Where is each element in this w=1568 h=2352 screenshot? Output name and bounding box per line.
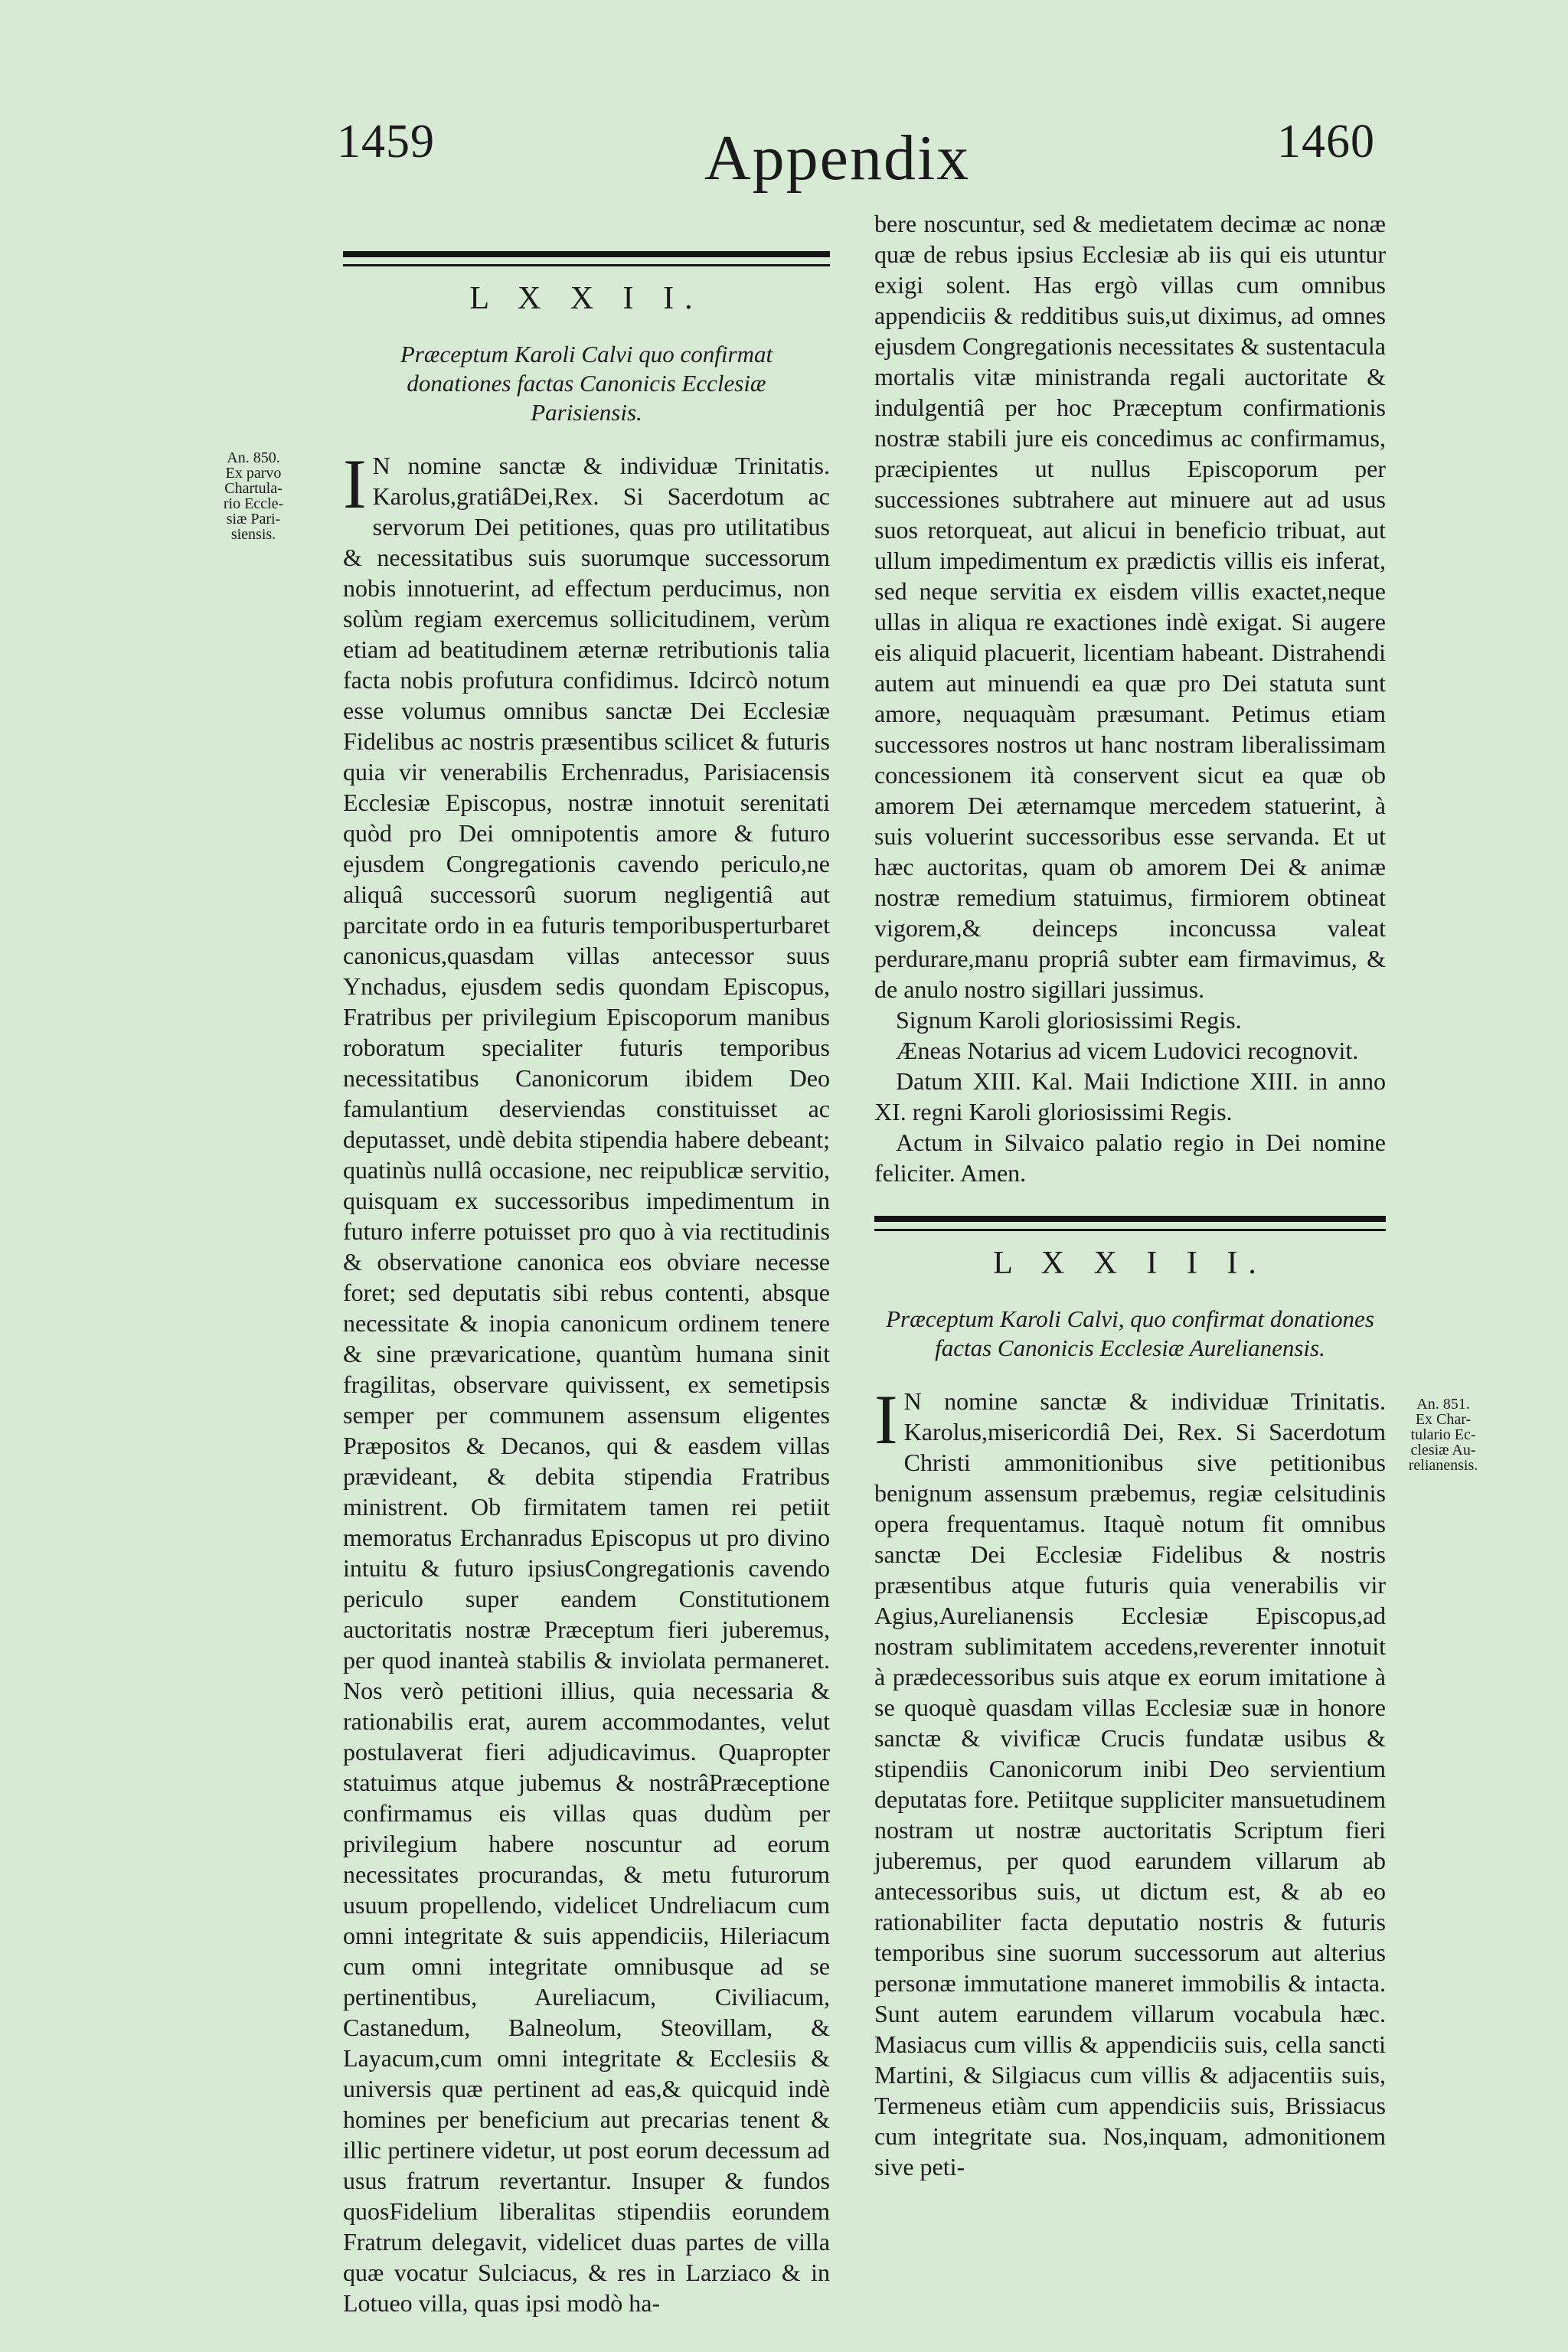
section-number: L X X I I I. [993, 1246, 1267, 1281]
section-number: L X X I I. [469, 281, 704, 316]
page-title: Appendix [704, 122, 971, 194]
datum-line: Datum XIII. Kal. Maii Indictione XIII. in anno XI. regni Karoli gloriosissimi Regis. [874, 1067, 1386, 1125]
signum-line: Signum Karoli gloriosissimi Regis. [896, 1006, 1242, 1034]
left-column [343, 245, 830, 2318]
section-rule [343, 251, 830, 266]
section-body [874, 1380, 1386, 2182]
section-rule [874, 1216, 1386, 1231]
margin-note-right: An. 851. Ex Char- tulario Ec- clesiæ Au- relianensis. [1408, 1396, 1478, 1474]
actum-line: Actum in Silvaico palatio regio in Dei nomine feliciter. Amen. [874, 1129, 1386, 1187]
page-number-left: 1459 [337, 116, 435, 168]
drop-initial: I [343, 445, 367, 523]
margin-note-left: An. 850. Ex parvo Chartula- rio Eccle- siæ Pari- siensis. [223, 449, 284, 543]
section-title: Præceptum Karoli Calvi, quo confirmat donationes factas Canonicis Ecclesiæ Aurelianensis. [886, 1305, 1374, 1361]
continuation-text: bere noscuntur, sed & medietatem decimæ ac nonæ quæ de rebus ipsius Ecclesiæ ab iis qui eis utuntur exigi solent. Has ergò villas cum omnibus appendiciis & redditibus suis,ut diximus, ad omnes ejusdem Congregationis necessitates & sustentacula mortalis vitæ ministranda regali auctoritate & indulgentiâ per hoc Præceptum confirmationis nostræ stabili jure eis concedimus ac confirmamus, præcipientes ut nullus Episcoporum per successiones subtrahere aut minuere aut ad usus suos retorqueat, aut alicui in beneficio tribuat, aut ullum impedimentum ex prædictis villis eis inferat, sed neque servitia ex eisdem villis exactet,neque ullas in aliqua re exactiones indè exigat. Si augere eis aliquid placuerit, licentiam habeant. Distrahendi autem aut minuendi ea quæ pro Dei statuta sunt amore, nequaquàm præsumant. Petimus etiam successores nostros ut hanc nostram liberalissimam concessionem ità conservent sicut ea quæ ob amorem Dei æternamque mercedem statuerint, à suis voluerint successoribus esse servanda. Et ut hæc auctoritas, quam ob amorem Dei & animæ nostræ remedium statuimus, firmiorem obtineat vigorem,& deinceps inconcussa valeat perdurare,manu propriâ subter eam firmavimus, & de anulo nostro sigillari jussimus. [874, 210, 1386, 1003]
drop-initial: I [874, 1380, 898, 1459]
section-title: Præceptum Karoli Calvi quo confirmat donationes factas Canonicis Ecclesiæ Parisiensis. [400, 341, 773, 426]
page-number-right: 1460 [1277, 116, 1375, 168]
right-column [874, 208, 1386, 2182]
notary-line: Æneas Notarius ad vicem Ludovici recognovit. [896, 1037, 1359, 1064]
body-text: N nomine sanctæ & individuæ Trinitatis. Karolus,gratiâDei,Rex. Si Sacerdotum ac servorum Dei petitiones, quas pro utilitatibus & necessitatibus suis suorumque successorum nobis innotuerint, ad effectum perducimus, non solùm regiam exercemus sollicitudinem, verùm etiam ad beatitudinem æternæ retributionis talia facta nobis profutura confidimus. Idcircò notum esse volumus omnibus sanctæ Dei Ecclesiæ Fidelibus ac nostris præsentibus scilicet & futuris quia vir venerabilis Erchenradus, Parisiacensis Ecclesiæ Episcopus, nostræ innotuit serenitati quòd pro Dei omnipotentis amore & futuro ejusdem Congregationis cavendo periculo,ne aliquâ successorû suorum negligentiâ aut parcitate ordo in ea futuris temporibusperturbaret canonicus,quasdam villas antecessor suus Ynchadus, ejusdem sedis quondam Episcopus, Fratribus per privilegium Episcoporum manibus roboratum specialiter futuris temporibus necessitatibus Canonicorum ibidem Deo famulantium deserviendas constituisset ac deputasset, undè debita stipendia habere debeant; quatinùs nullâ occasione, nec reipublicæ servitio, quisquam ex successoribus impedimentum in futuro inferre potuisset pro quo à via rectitudinis & observatione canonica eos obviare necesse foret; sed deputatis sibi rebus contenti, absque necessitate & inopia canonicum ordinem tenere & sine prævaricatione, quantùm humana sinit fragilitas, observare quivissent, ex semetipsis semper per communem assensum eligentes Præpositos & Decanos, qui & easdem villas prævideant, & debita stipendia Fratribus ministrent. Ob firmitatem tamen rei petiit memoratus Erchanradus Episcopus ut pro divino intuitu & futuro ipsiusCongregationis cavendo periculo super eandem Constitutionem auctoritatis nostræ Præceptum fieri juberemus, per quod inanteà stabilis & inviolata permaneret. Nos verò petitioni illius, quia necessaria & rationabilis erat, aurem accommodantes, velut postulaverat fieri adjudicavimus. Quapropter statuimus atque jubemus & nostrâPræceptione confirmamus eis villas quas dudùm per privilegium habere noscuntur ad eorum necessitates procurandas, & metu futurorum usuum propellendo, videlicet Undreliacum cum omni integritate & suis appendiciis, Hileriacum cum omni integritate omnibusque ad se pertinentibus, Aureliacum, Civiliacum, Castanedum, Balneolum, Steovillam, & Layacum,cum omni integritate & Ecclesiis & universis quæ pertinent ad eas,& quicquid indè homines per beneficium aut precarias tenent & illic pertinere videtur, ut post eorum decessum ad usus fratrum revertantur. Insuper & fundos quosFidelium liberalitas stipendiis eorundem Fratrum delegavit, videlicet duas partes de villa quæ vocatur Sulciacus, & res in Larziaco & in Lotueo villa, quas ipsi modò ha- [343, 452, 830, 2317]
section-body [343, 445, 830, 2318]
body-text: N nomine sanctæ & individuæ Trinitatis. Karolus,misericordiâ Dei, Rex. Si Sacerdotum Christi ammonitionibus sive petitionibus benignum assensum præbemus, regiæ celsitudinis opera frequentamus. Itaquè notum fit omnibus sanctæ Dei Ecclesiæ Fidelibus & nostris præsentibus atque futuris quia venerabilis vir Agius,Aurelianensis Ecclesiæ Episcopus,ad nostram sublimitatem accedens,reverenter innotuit à prædecessoribus suis atque ex eorum imitatione à se quoquè quasdam villas Ecclesiæ suæ in honore sanctæ & vivificæ Crucis fundatæ usibus & stipendiis Canonicorum inibi Deo servientium deputatas fore. Petiitque suppliciter mansuetudinem nostram ut nostræ auctoritatis Scriptum fieri juberemus, per quod earundem villarum ab antecessoribus suis, ut dictum est, & ab eo rationabiliter facta deputatio nostris & futuris temporibus sine suorum successorum aut alterius personæ immutatione maneret immobilis & intacta. Sunt autem earundem villarum vocabula hæc. Masiacus cum villis & appendiciis suis, cella sancti Martini, & Silgiacus cum villis & adjacentiis suis, Termeneus etiàm cum appendiciis suis, Brissiacus cum integritate sua. Nos,inquam, admonitionem sive peti- [874, 1387, 1386, 2180]
